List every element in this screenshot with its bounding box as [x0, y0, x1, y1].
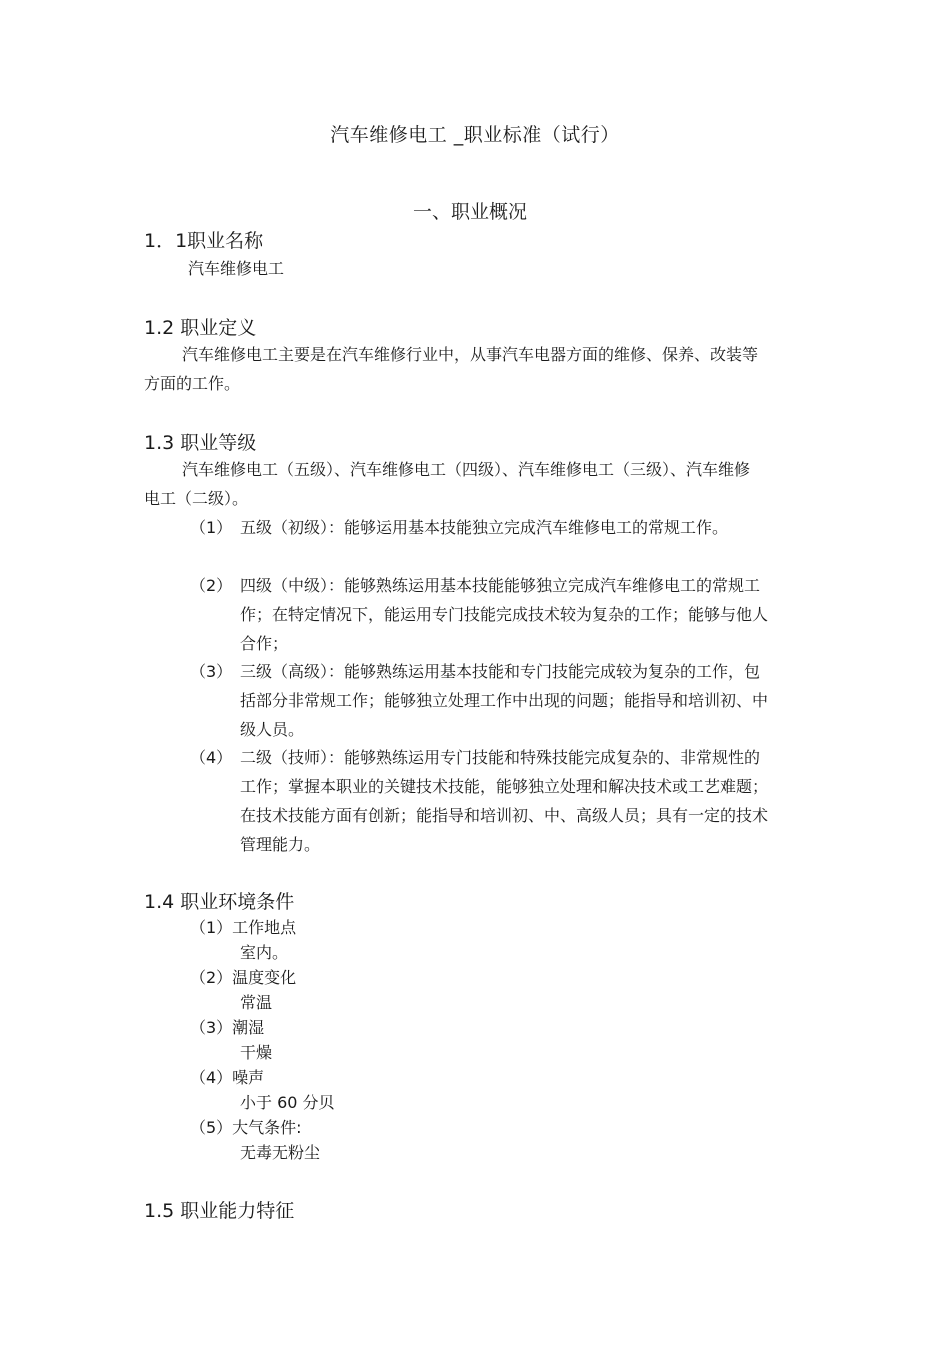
section-heading-name: 1．1职业名称 [144, 230, 264, 252]
environment-value: 小于 60 分贝 [240, 1093, 335, 1112]
environment-value: 常温 [240, 993, 273, 1012]
chapter-title: 一、职业概况 [412, 201, 527, 223]
section-heading-ability: 1.5 职业能力特征 [144, 1200, 295, 1222]
environment-value: 无毒无粉尘 [240, 1143, 321, 1162]
level-item-number: （2） [190, 576, 233, 595]
level-item [190, 743, 770, 859]
environment-label: （4）噪声 [190, 1068, 265, 1087]
document-title: 汽车维修电工 _职业标准（试行） [330, 124, 620, 146]
level-item-text: 五级（初级）：能够运用基本技能独立完成汽车维修电工的常规工作。 [240, 518, 729, 537]
section-heading-environment: 1.4 职业环境条件 [144, 891, 295, 913]
environment-label: （1）工作地点 [190, 918, 297, 937]
definition-paragraph: 汽车维修电工主要是在汽车维修行业中，从事汽车电器方面的维修、保养、改装等方面的工作。 [144, 345, 759, 393]
level-item-text: 二级（技师）：能够熟练运用专门技能和特殊技能完成复杂的、非常规性的工作；掌握本职业的关键技术技能，能够独立处理和解决技术或工艺难题；在技术技能方面有创新；能指导和培训初、中、高级人员；具有一定的技术管理能力。 [240, 748, 769, 854]
environment-label: （5）大气条件: [190, 1118, 302, 1137]
level-item-text: 四级（中级）：能够熟练运用基本技能能够独立完成汽车维修电工的常规工作；在特定情况下，能运用专门技能完成技术较为复杂的工作；能够与他人合作； [240, 576, 769, 653]
section-heading-levels: 1.3 职业等级 [144, 432, 257, 454]
level-item [190, 571, 770, 658]
environment-value: 干燥 [240, 1043, 273, 1062]
level-item-number: （1） [190, 518, 233, 537]
level-item [190, 657, 770, 744]
level-item [190, 513, 770, 542]
level-item-number: （4） [190, 748, 233, 767]
environment-value: 室内。 [240, 943, 289, 962]
level-item-number: （3） [190, 662, 233, 681]
levels-intro-paragraph: 汽车维修电工（五级）、汽车维修电工（四级）、汽车维修电工（三级）、汽车维修电工（二级）。 [144, 460, 751, 508]
environment-label: （2）温度变化 [190, 968, 297, 987]
level-item-text: 三级（高级）：能够熟练运用基本技能和专门技能完成较为复杂的工作，包括部分非常规工作；能够独立处理工作中出现的问题；能指导和培训初、中级人员。 [240, 662, 769, 739]
section-heading-definition: 1.2 职业定义 [144, 317, 257, 339]
environment-label: （3）潮湿 [190, 1018, 265, 1037]
occupation-name: 汽车维修电工 [188, 259, 285, 278]
